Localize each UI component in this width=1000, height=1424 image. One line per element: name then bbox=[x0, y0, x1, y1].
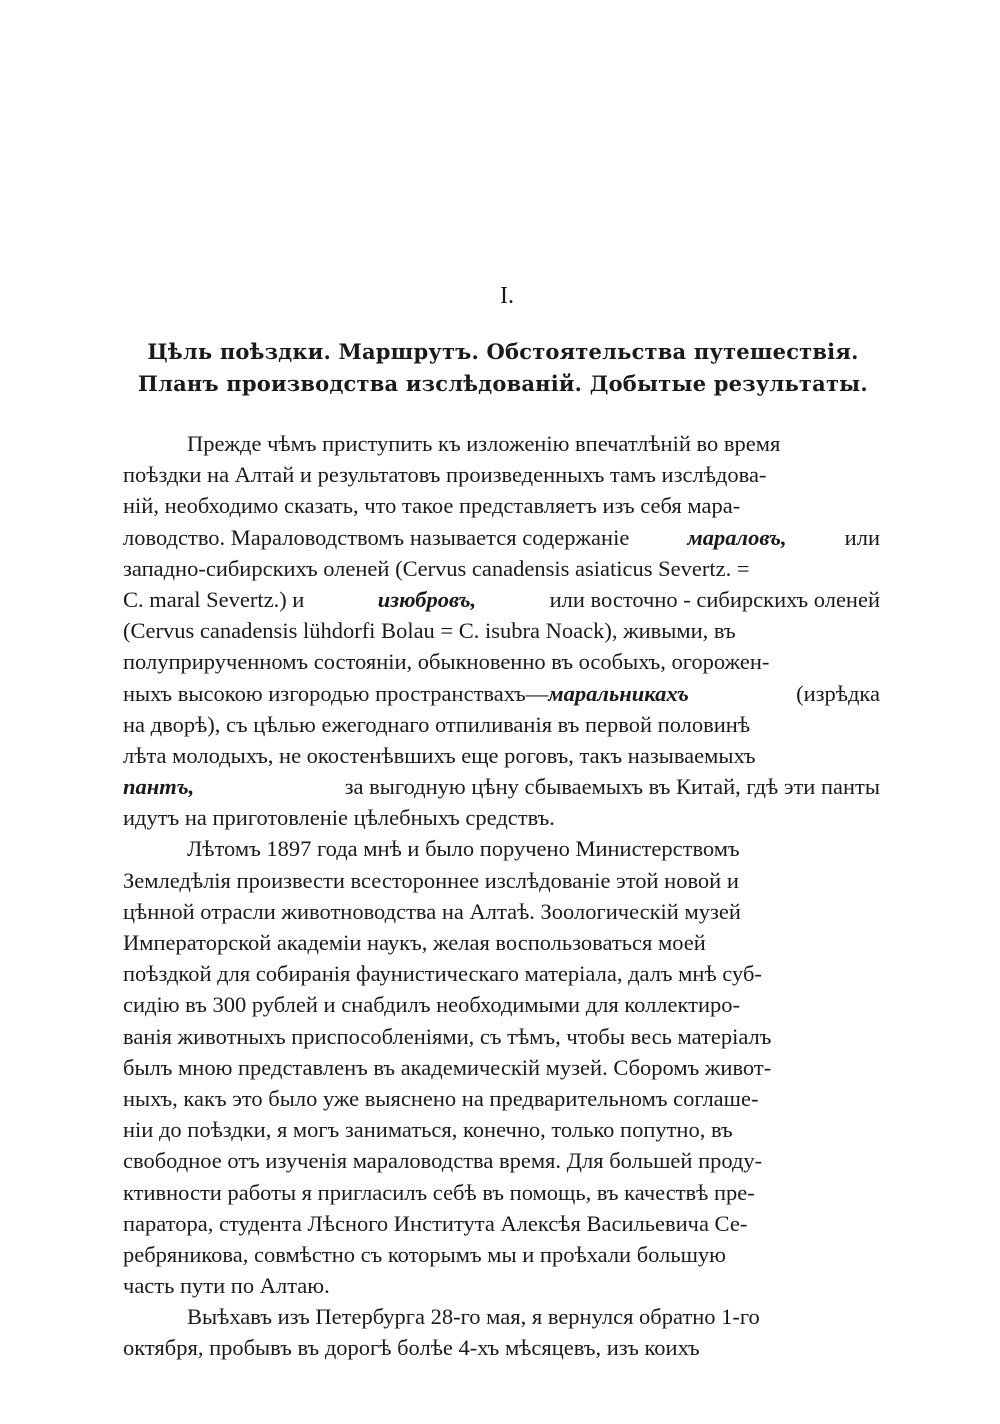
heading-line: Цѣль поѣздки. Маршрутъ. Обстоятельства путешествія. bbox=[147, 339, 859, 364]
text-line: ныхъ высокою изгородью пространствахъ—маральникахъ (изрѣдка bbox=[123, 680, 880, 706]
text-line: Прежде чѣмъ приступить къ изложенію впечатлѣній во время bbox=[187, 431, 781, 456]
text-line: октября, пробывъ въ дорогѣ болѣе 4-хъ мѣсяцевъ, изъ коихъ bbox=[123, 1335, 700, 1361]
text-line: ловодство. Мараловодствомъ называется содержаніе мараловъ, или bbox=[123, 522, 880, 553]
text-line: C. maral Severtz.) и изюбровъ, или восточно - сибирскихъ оленей bbox=[123, 584, 880, 615]
italic-term: пантъ, bbox=[123, 774, 195, 800]
text-line: ныхъ, какъ это было уже выяснено на предварительномъ соглаше- bbox=[123, 1085, 759, 1111]
text-line: ній, необходимо сказать, что такое представляетъ изъ себя мара- bbox=[123, 493, 741, 519]
italic-term: изюбровъ, bbox=[377, 586, 477, 612]
text-line: западно-сибирскихъ оленей (Cervus canadensis asiaticus Severtz. = bbox=[123, 555, 750, 581]
text-line: на дворѣ), съ цѣлью ежегоднаго отпиливанія въ первой половинѣ bbox=[123, 711, 751, 737]
text-line: поѣздкой для собиранія фаунистическаго матеріала, далъ мнѣ суб- bbox=[123, 961, 762, 987]
text-line: идутъ на приготовленіе цѣлебныхъ средствъ. bbox=[123, 805, 555, 831]
heading-line: Планъ производства изслѣдованій. Добытые результаты. bbox=[138, 371, 868, 396]
body-text bbox=[123, 428, 880, 1364]
text-line: лѣта молодыхъ, не окостенѣвшихъ еще роговъ, такъ называемыхъ bbox=[123, 742, 756, 768]
text-line: часть пути по Алтаю. bbox=[123, 1273, 330, 1299]
text-line: поѣздки на Алтай и результатовъ произведенныхъ тамъ изслѣдова- bbox=[123, 462, 767, 488]
italic-term: мараловъ, bbox=[687, 524, 787, 550]
text-line: ктивности работы я пригласилъ себѣ въ помощь, въ качествѣ пре- bbox=[123, 1179, 755, 1205]
text-line: сидію въ 300 рублей и снабдилъ необходимыми для коллектиро- bbox=[123, 992, 741, 1018]
text-line: цѣнной отрасли животноводства на Алтаѣ. Зоологическій музей bbox=[123, 898, 741, 924]
text-line: свободное отъ изученія мараловодства время. Для большей проду- bbox=[123, 1148, 763, 1174]
chapter-number: I. bbox=[500, 283, 514, 309]
text-line: былъ мною представленъ въ академическій музей. Сборомъ живот- bbox=[123, 1054, 772, 1080]
text-line: Выѣхавъ изъ Петербурга 28-го мая, я вернулся обратно 1-го bbox=[187, 1304, 760, 1330]
text-line: полуприрученномъ состояніи, обыкновенно въ особыхъ, огорожен- bbox=[123, 649, 770, 675]
text-line: паратора, студента Лѣсного Института Алексѣя Васильевича Се- bbox=[123, 1210, 748, 1236]
text-line: (Cervus canadensis lühdorfi Bolau = C. isubra Noack), живыми, въ bbox=[123, 618, 736, 644]
text-line: Императорской академіи наукъ, желая воспользоваться моей bbox=[123, 930, 706, 955]
text-line: Земледѣлія произвести всестороннее изслѣдованіе этой новой и bbox=[123, 867, 739, 893]
chapter-heading bbox=[118, 336, 888, 400]
italic-term: маральникахъ bbox=[548, 680, 689, 706]
text-line: пантъ, за выгодную цѣну сбываемыхъ въ Китай, гдѣ эти панты bbox=[123, 771, 880, 802]
text-line: ванія животныхъ приспособленіями, съ тѣмъ, чтобы весь матеріалъ bbox=[123, 1023, 772, 1049]
text-line: ніи до поѣздки, я могъ заниматься, конечно, только попутно, въ bbox=[123, 1117, 733, 1143]
text-line: ребряникова, совмѣстно съ которымъ мы и проѣхали большую bbox=[123, 1241, 726, 1267]
text-line: Лѣтомъ 1897 года мнѣ и было поручено Министерствомъ bbox=[187, 836, 740, 862]
